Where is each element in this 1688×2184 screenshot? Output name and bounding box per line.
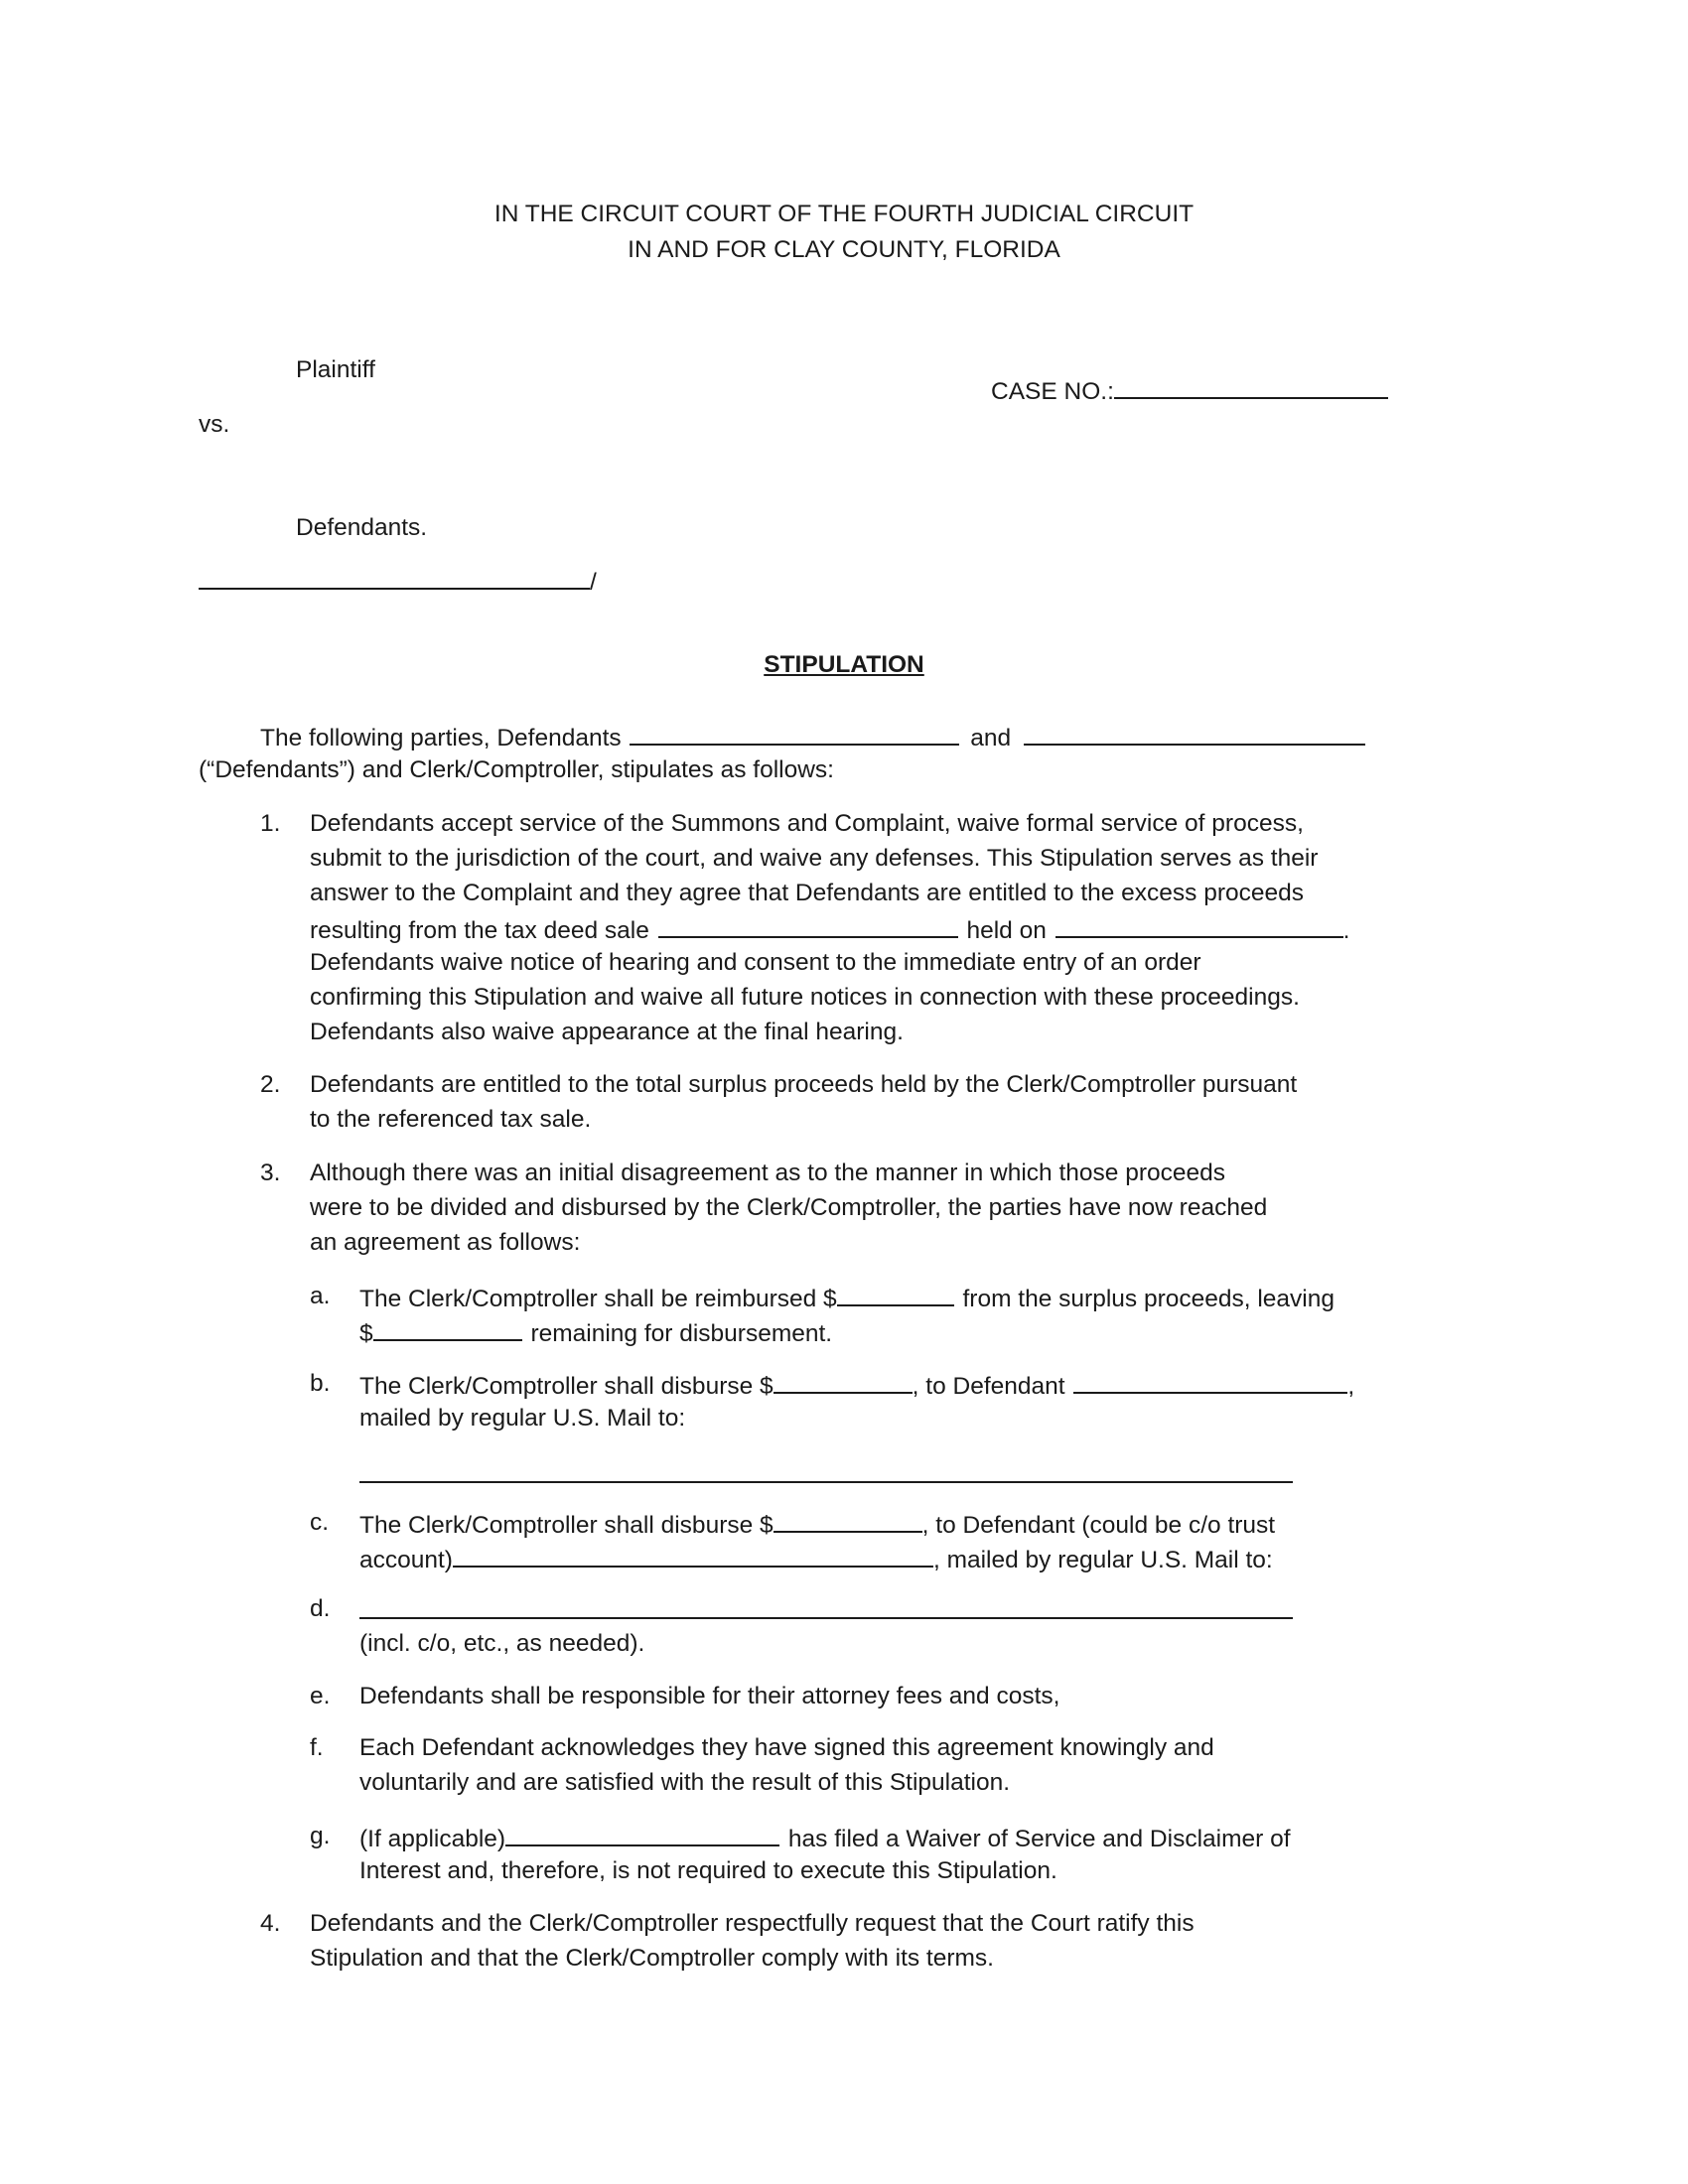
subitem-d-address-line[interactable] xyxy=(359,1591,1293,1629)
item-2-line-1: Defendants are entitled to the total surplus proceeds held by the Clerk/Comptroller pursuant xyxy=(310,1071,1298,1098)
subitem-g-letter: g. xyxy=(310,1823,331,1849)
subitem-e-line-1: Defendants shall be responsible for their attorney fees and costs, xyxy=(359,1683,1060,1709)
intro-line-2: (“Defendants”) and Clerk/Comptroller, stipulates as follows: xyxy=(199,756,834,783)
subitem-c-account-text: account) xyxy=(359,1547,453,1573)
plaintiff-label: Plaintiff xyxy=(296,356,375,383)
item-1-line-5: Defendants waive notice of hearing and consent to the immediate entry of an order xyxy=(310,949,1201,976)
trust-account-field[interactable] xyxy=(453,1540,933,1568)
defendant-1-field[interactable] xyxy=(630,718,959,746)
subitem-a-line-1 xyxy=(359,1279,1335,1316)
subitem-f-letter: f. xyxy=(310,1734,324,1761)
item-1-tax-deed-text: resulting from the tax deed sale xyxy=(310,917,649,944)
subitem-f-line-1: Each Defendant acknowledges they have signed this agreement knowingly and xyxy=(359,1734,1214,1761)
defendants-label: Defendants. xyxy=(296,514,428,541)
intro-line-1 xyxy=(260,718,1365,755)
reimbursed-amount-field[interactable] xyxy=(837,1279,954,1306)
subitem-a-letter: a. xyxy=(310,1283,331,1309)
waiver-party-field[interactable] xyxy=(505,1819,779,1846)
subitem-f-line-2: voluntarily and are satisfied with the result of this Stipulation. xyxy=(359,1769,1011,1796)
item-1-line-3: answer to the Complaint and they agree that Defendants are entitled to the excess proceeds xyxy=(310,880,1305,906)
case-number-field[interactable] xyxy=(1114,371,1388,399)
court-name-line-1: IN THE CIRCUIT COURT OF THE FOURTH JUDICIAL CIRCUIT xyxy=(493,201,1195,227)
case-number-label: CASE NO.: xyxy=(991,378,1114,405)
subitem-b-line-2: mailed by regular U.S. Mail to: xyxy=(359,1405,686,1432)
document-title: STIPULATION xyxy=(764,651,924,678)
court-name-line-2: IN AND FOR CLAY COUNTY, FLORIDA xyxy=(628,236,1060,263)
item-1-number: 1. xyxy=(260,810,281,837)
item-4-line-2: Stipulation and that the Clerk/Comptroller comply with its terms. xyxy=(310,1945,994,1972)
item-1-held-on-text: held on xyxy=(966,917,1047,944)
disburse-amount-c-field[interactable] xyxy=(774,1505,922,1533)
defendant-b-field[interactable] xyxy=(1073,1366,1347,1394)
item-4-line-1: Defendants and the Clerk/Comptroller respectfully request that the Court ratify this xyxy=(310,1910,1195,1937)
item-1-line-2: submit to the jurisdiction of the court, and waive any defenses. This Stipulation serves as their xyxy=(310,845,1319,872)
subitem-g-line-2: Interest and, therefore, is not required to execute this Stipulation. xyxy=(359,1857,1057,1884)
subitem-g-applicable-text: (If applicable) xyxy=(359,1826,506,1852)
intro-text-a: The following parties, Defendants xyxy=(260,725,622,751)
subitem-b-comma: , xyxy=(1347,1373,1355,1400)
caption-signature-line xyxy=(199,562,597,600)
caption-line-field[interactable] xyxy=(199,562,590,590)
subitem-c-text-a: The Clerk/Comptroller shall disburse $ xyxy=(359,1512,774,1539)
item-2-number: 2. xyxy=(260,1071,281,1098)
subitem-e-letter: e. xyxy=(310,1683,331,1709)
item-3-number: 3. xyxy=(260,1160,281,1186)
vs-label: vs. xyxy=(199,411,230,438)
subitem-d-letter: d. xyxy=(310,1595,331,1622)
item-1-line-7: Defendants also waive appearance at the final hearing. xyxy=(310,1019,904,1045)
defendant-2-field[interactable] xyxy=(1024,718,1365,746)
item-1-line-1: Defendants accept service of the Summons and Complaint, waive formal service of process, xyxy=(310,810,1304,837)
case-number xyxy=(991,371,1388,409)
held-on-date-field[interactable] xyxy=(1055,910,1343,938)
subitem-g-waiver-text: has filed a Waiver of Service and Disclaimer of xyxy=(787,1826,1291,1852)
subitem-a-line-2 xyxy=(359,1313,832,1351)
subitem-c-line-1 xyxy=(359,1505,1275,1543)
subitem-b-text-b: , to Defendant xyxy=(912,1373,1065,1400)
subitem-b-address-line[interactable] xyxy=(359,1455,1293,1493)
subitem-d-line-2: (incl. c/o, etc., as needed). xyxy=(359,1630,645,1657)
subitem-g-line-1 xyxy=(359,1819,1291,1856)
item-4-number: 4. xyxy=(260,1910,281,1937)
subitem-c-mail-text: , mailed by regular U.S. Mail to: xyxy=(932,1547,1273,1573)
item-3-line-1: Although there was an initial disagreement as to the manner in which those proceeds xyxy=(310,1160,1226,1186)
item-2-line-2: to the referenced tax sale. xyxy=(310,1106,592,1133)
tax-deed-sale-field[interactable] xyxy=(658,910,958,938)
subitem-a-text-b: from the surplus proceeds, leaving xyxy=(962,1286,1335,1312)
address-b-field[interactable] xyxy=(359,1455,1293,1483)
address-d-field[interactable] xyxy=(359,1591,1293,1619)
item-3-line-2: were to be divided and disbursed by the Clerk/Comptroller, the parties have now reached xyxy=(310,1194,1268,1221)
caption-slash: / xyxy=(590,569,597,596)
item-1-line-4 xyxy=(310,910,1349,948)
subitem-a-text-a: The Clerk/Comptroller shall be reimbursed $ xyxy=(359,1286,837,1312)
subitem-c-text-b: , to Defendant (could be c/o trust xyxy=(921,1512,1276,1539)
disburse-amount-b-field[interactable] xyxy=(774,1366,913,1394)
item-1-line-6: confirming this Stipulation and waive all future notices in connection with these proceedings. xyxy=(310,984,1300,1011)
subitem-c-letter: c. xyxy=(310,1509,330,1536)
remaining-amount-field[interactable] xyxy=(373,1313,522,1341)
subitem-b-letter: b. xyxy=(310,1370,331,1397)
item-1-period: . xyxy=(1342,917,1350,944)
item-3-line-3: an agreement as follows: xyxy=(310,1229,581,1256)
subitem-c-line-2 xyxy=(359,1540,1273,1577)
subitem-a-dollar: $ xyxy=(359,1320,373,1347)
subitem-b-line-1 xyxy=(359,1366,1354,1404)
subitem-b-text-a: The Clerk/Comptroller shall disburse $ xyxy=(359,1373,774,1400)
subitem-a-remaining-text: remaining for disbursement. xyxy=(530,1320,833,1347)
intro-text-and: and xyxy=(970,725,1012,751)
